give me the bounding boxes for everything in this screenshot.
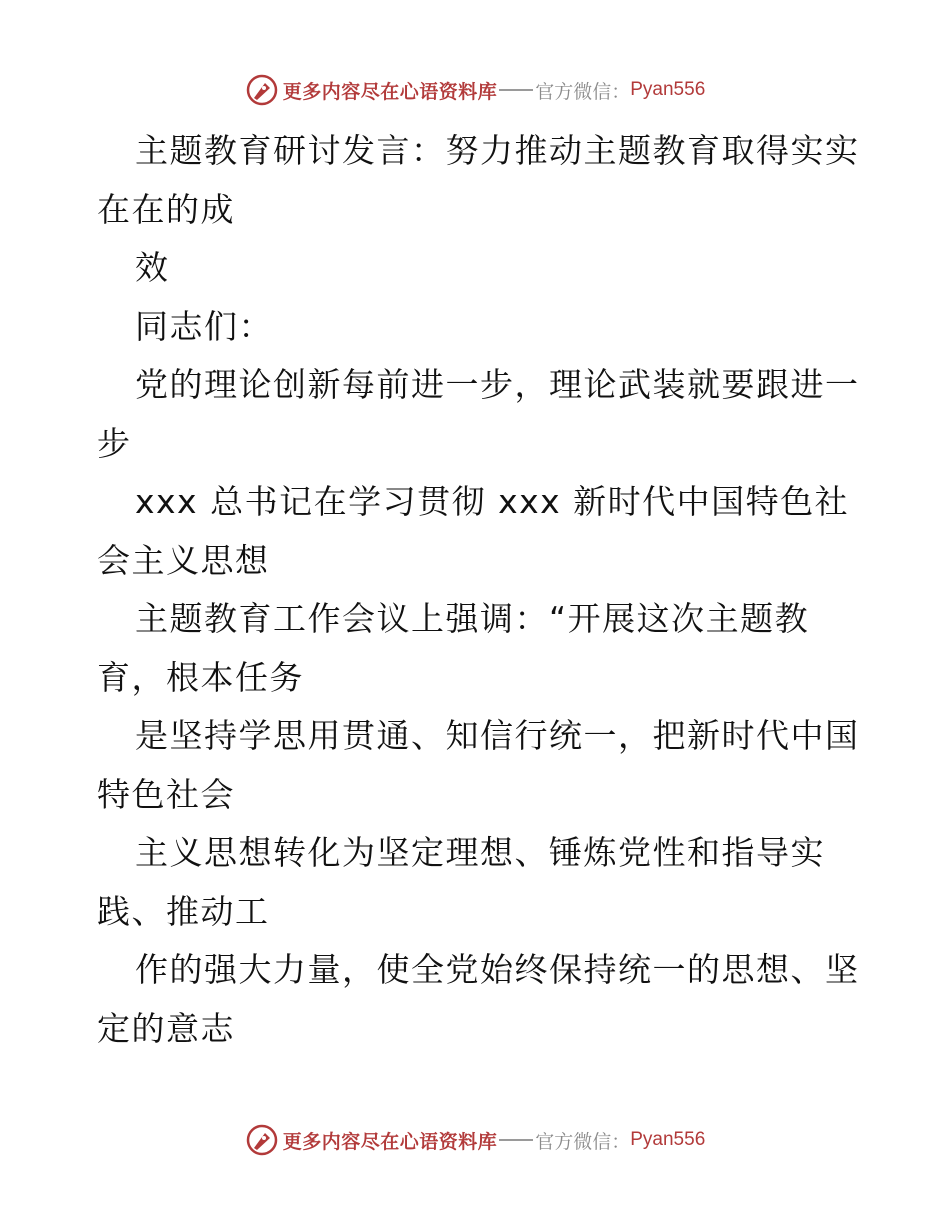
banner-brand-text: 更多内容尽在心语资料库 [282,80,498,103]
title-line-3: 效 [135,248,170,287]
banner-brand-text: 更多内容尽在心语资料库 [282,1130,498,1153]
paragraph-line: xxx 总书记在学习贯彻 xxx 新时代中国特色社 [135,482,850,521]
banner-wechat-label: 官方微信： [535,1130,631,1153]
paragraph-line: 特色社会 [97,774,235,814]
banner-wechat-id: Pyan556 [630,1129,706,1150]
document-body [97,122,860,1058]
pen-nib-logo-icon [245,73,279,107]
banner-wechat-id: Pyan556 [630,79,706,100]
paragraph-line: 践、推动工 [97,891,270,931]
salutation: 同志们： [135,306,273,346]
banner-dash [499,89,533,91]
paragraph-line: 定的意志 [97,1008,235,1048]
paragraph-line: 党的理论创新每前进一步，理论武装就要跟进一 [135,365,860,404]
title-line-1: 主题教育研讨发言：努力推动主题教育取得实实 [135,131,860,170]
title-line-2: 在在的成 [97,189,235,229]
paragraph-line: 会主义思想 [97,540,270,580]
paragraph-line: 是坚持学思用贯通、知信行统一，把新时代中国 [135,716,860,755]
pen-nib-logo-icon [245,1123,279,1157]
footer-banner [0,1120,950,1160]
paragraph-line: 主义思想转化为坚定理想、锤炼党性和指导实 [135,833,825,872]
paragraph-line: 主题教育工作会议上强调：“开展这次主题教 [135,599,810,638]
header-banner [0,70,950,110]
paragraph-line: 步 [97,423,132,463]
banner-wechat-label: 官方微信： [535,80,631,103]
paragraph-line: 育，根本任务 [97,657,304,697]
paragraph-line: 作的强大力量，使全党始终保持统一的思想、坚 [135,950,860,989]
banner-dash [499,1139,533,1141]
